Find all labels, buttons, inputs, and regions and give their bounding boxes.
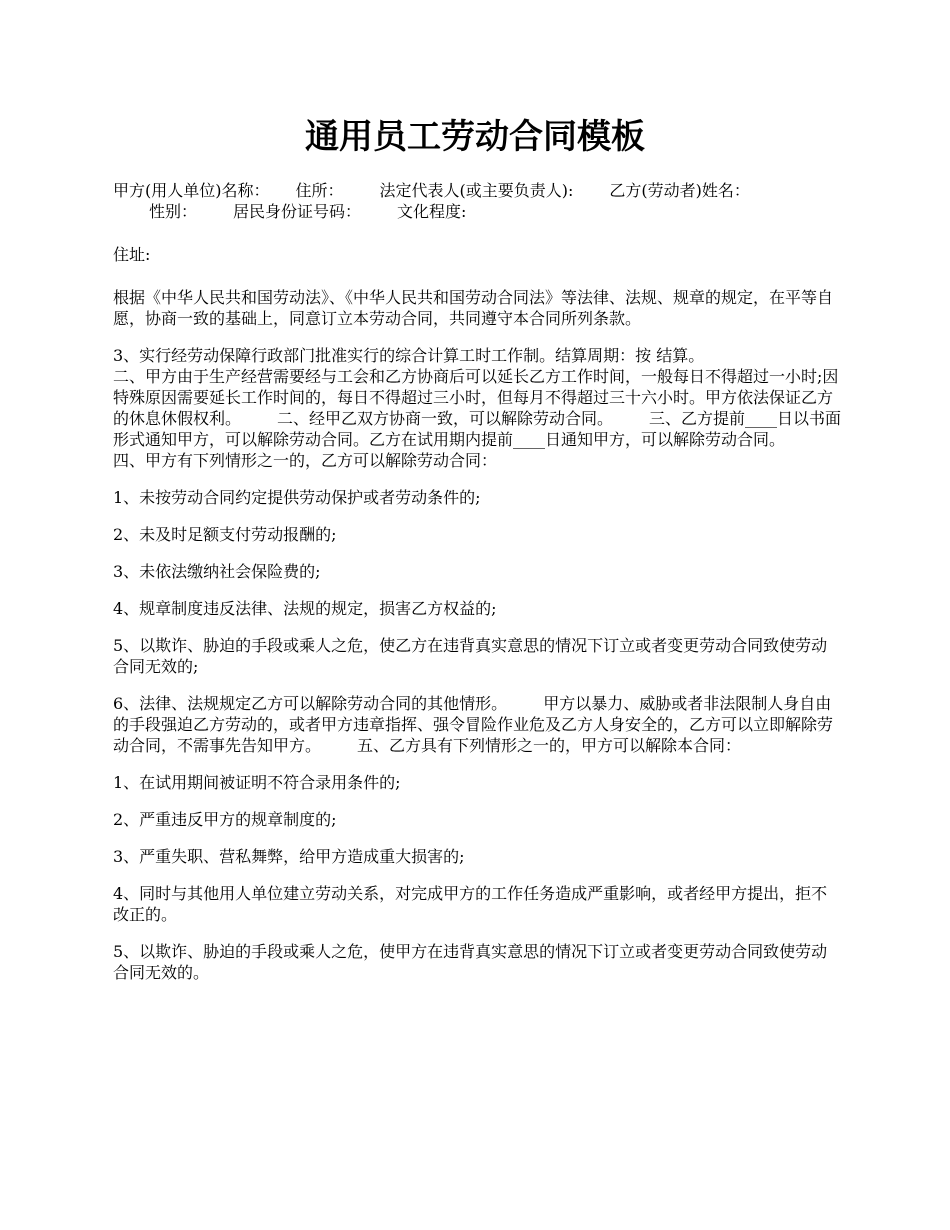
employee-notice-clause: 三、乙方提前____日以书面形式通知甲方，可以解除劳动合同。乙方在试用期内提前____日通知甲方，可以解除劳动合同。 [113, 409, 842, 449]
list-item: 1、未按劳动合同约定提供劳动保护或者劳动条件的; [113, 488, 481, 507]
mutual-termination-clause: 二、经甲乙双方协商一致，可以解除劳动合同。 [277, 409, 614, 428]
clause-block-2 [113, 693, 843, 756]
id-number-label: 居民身份证号码： [233, 202, 362, 221]
education-label: 文化程度: [397, 202, 467, 221]
preamble: 根据《中华人民共和国劳动法》、《中华人民共和国劳动合同法》等法律、法规、规章的规定，在平等自愿，协商一致的基础上，同意订立本劳动合同，共同遵守本合同所列条款。 [113, 288, 834, 328]
list-item: 1、在试用期间被证明不符合录用条件的; [113, 773, 401, 792]
working-hours-item-3: 3、实行经劳动保障行政部门批准实行的综合计算工时工作制。结算周期：按 结算。 [113, 346, 705, 365]
list-item: 3、未依法缴纳社会保险费的; [113, 562, 321, 581]
gender-label: 性别： [149, 202, 198, 221]
list-item: 4、同时与其他用人单位建立劳动关系，对完成甲方的工作任务造成严重影响，或者经甲方提出，拒不改正的。 [113, 884, 828, 924]
address-a-label: 住所： [295, 181, 344, 200]
party-a-name-label: 甲方(用人单位)名称： [113, 181, 270, 200]
other-circumstances-item: 6、法律、法规规定乙方可以解除劳动合同的其他情形。 [113, 694, 508, 713]
list-item: 2、未及时足额支付劳动报酬的; [113, 525, 337, 544]
clause-block [113, 366, 843, 471]
employer-termination-heading: 五、乙方具有下列情形之一的，甲方可以解除本合同： [357, 736, 742, 755]
address-line: 住址: [113, 245, 151, 264]
document-title: 通用员工劳动合同模板 [305, 117, 645, 157]
list-item: 2、严重违反甲方的规章制度的; [113, 810, 337, 829]
immediate-termination-clause: 甲方以暴力、威胁或者非法限制人身自由的手段强迫乙方劳动的，或者甲方违章指挥、强令冒险作业危及乙方人身安全的，乙方可以立即解除劳动合同，不需事先告知甲方。 [113, 694, 834, 755]
document-body [113, 180, 843, 999]
header-fields [113, 180, 843, 222]
list-item: 5、以欺诈、胁迫的手段或乘人之危，使乙方在违背真实意思的情况下订立或者变更劳动合同致使劳动合同无效的; [113, 636, 828, 676]
party-b-name-label: 乙方(劳动者)姓名： [609, 181, 750, 200]
legal-rep-label: 法定代表人(或主要负责人): [379, 181, 574, 200]
list-item: 4、规章制度违反法律、法规的规定，损害乙方权益的; [113, 599, 497, 618]
list-item: 3、严重失职、营私舞弊，给甲方造成重大损害的; [113, 847, 465, 866]
list-item: 5、以欺诈、胁迫的手段或乘人之危，使甲方在违背真实意思的情况下订立或者变更劳动合同致使劳动合同无效的。 [113, 942, 828, 982]
overtime-clause: 二、甲方由于生产经营需要经与工会和乙方协商后可以延长乙方工作时间，一般每日不得超过一小时;因特殊原因需要延长工作时间的，每日不得超过三小时，但每月不得超过三十六小时。甲方依法保证乙方的休息休假权利。 [113, 367, 839, 428]
employee-termination-heading: 四、甲方有下列情形之一的，乙方可以解除劳动合同： [113, 451, 498, 470]
